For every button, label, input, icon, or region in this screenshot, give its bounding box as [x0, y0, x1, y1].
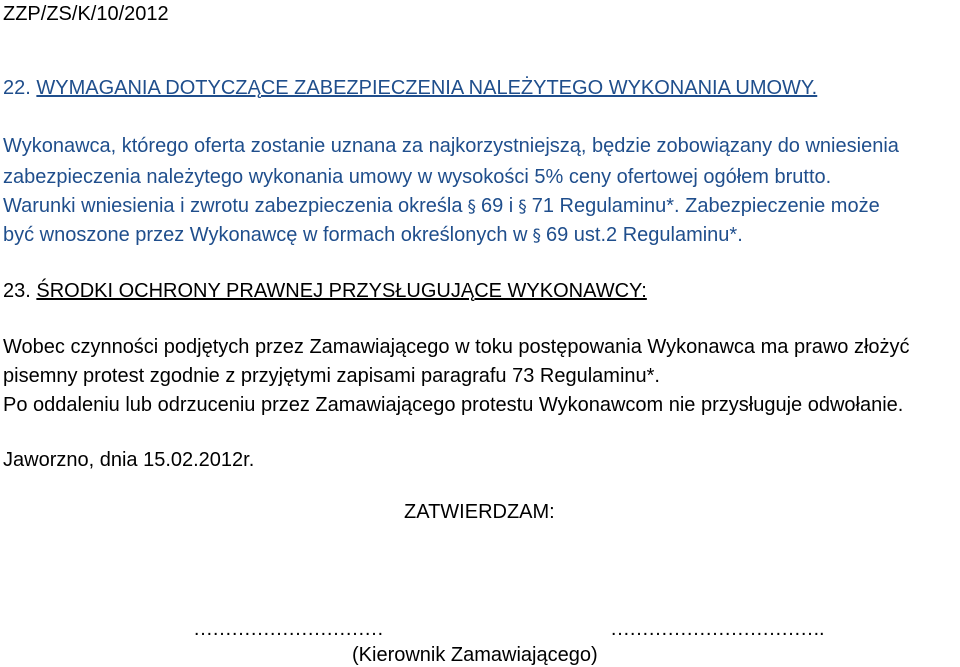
section-22-number: 22.	[3, 77, 31, 99]
place-and-date: Jaworzno, dnia 15.02.2012r.	[3, 449, 255, 471]
section-22-line-3-part-1: Warunki wniesienia i zwrotu zabezpieczenia określa	[3, 195, 463, 217]
section-22-title: WYMAGANIA DOTYCZĄCE ZABEZPIECZENIA NALEŻYTEGO WYKONANIA UMOWY.	[36, 77, 818, 99]
signature-line-left: …………………………	[193, 618, 383, 640]
section-22-line-3-part-2: 69 i	[480, 195, 514, 217]
section-23-line-1: Wobec czynności podjętych przez Zamawiającego w toku postępowania Wykonawca ma prawo złożyć	[3, 336, 910, 358]
section-22-line-1: Wykonawca, którego oferta zostanie uznana za najkorzystniejszą, będzie zobowiązany do wniesienia	[3, 135, 899, 157]
section-22-line-3-part-3: 71 Regulaminu*. Zabezpieczenie może	[531, 195, 880, 217]
section-23-number: 23.	[3, 280, 31, 302]
section-symbol: §	[467, 197, 476, 217]
section-23-line-2: pisemny protest zgodnie z przyjętymi zapisami paragrafu 73 Regulaminu*.	[3, 365, 660, 387]
signatory-caption: (Kierownik Zamawiającego)	[352, 644, 598, 666]
section-22-heading	[3, 76, 817, 100]
section-23-title: ŚRODKI OCHRONY PRAWNEJ PRZYSŁUGUJĄCE WYKONAWCY:	[36, 280, 647, 302]
section-22-line-2: zabezpieczenia należytego wykonania umowy w wysokości 5% ceny ofertowej ogółem brutto.	[3, 166, 832, 188]
section-23-line-3: Po oddaleniu lub odrzuceniu przez Zamawiającego protestu Wykonawcom nie przysługuje odwołanie.	[3, 394, 904, 416]
document-number: ZZP/ZS/K/10/2012	[3, 3, 169, 25]
section-22-line-4	[3, 223, 743, 248]
section-symbol: §	[532, 226, 541, 246]
section-23-heading	[3, 279, 647, 303]
signature-line-right: …………………………….	[610, 618, 824, 640]
approval-heading: ZATWIERDZAM:	[404, 501, 555, 523]
section-symbol: §	[518, 197, 527, 217]
section-22-line-4-part-1: być wnoszone przez Wykonawcę w formach określonych w	[3, 224, 528, 246]
section-22-line-3	[3, 194, 880, 219]
section-22-line-4-part-2: 69 ust.2 Regulaminu*.	[545, 224, 743, 246]
